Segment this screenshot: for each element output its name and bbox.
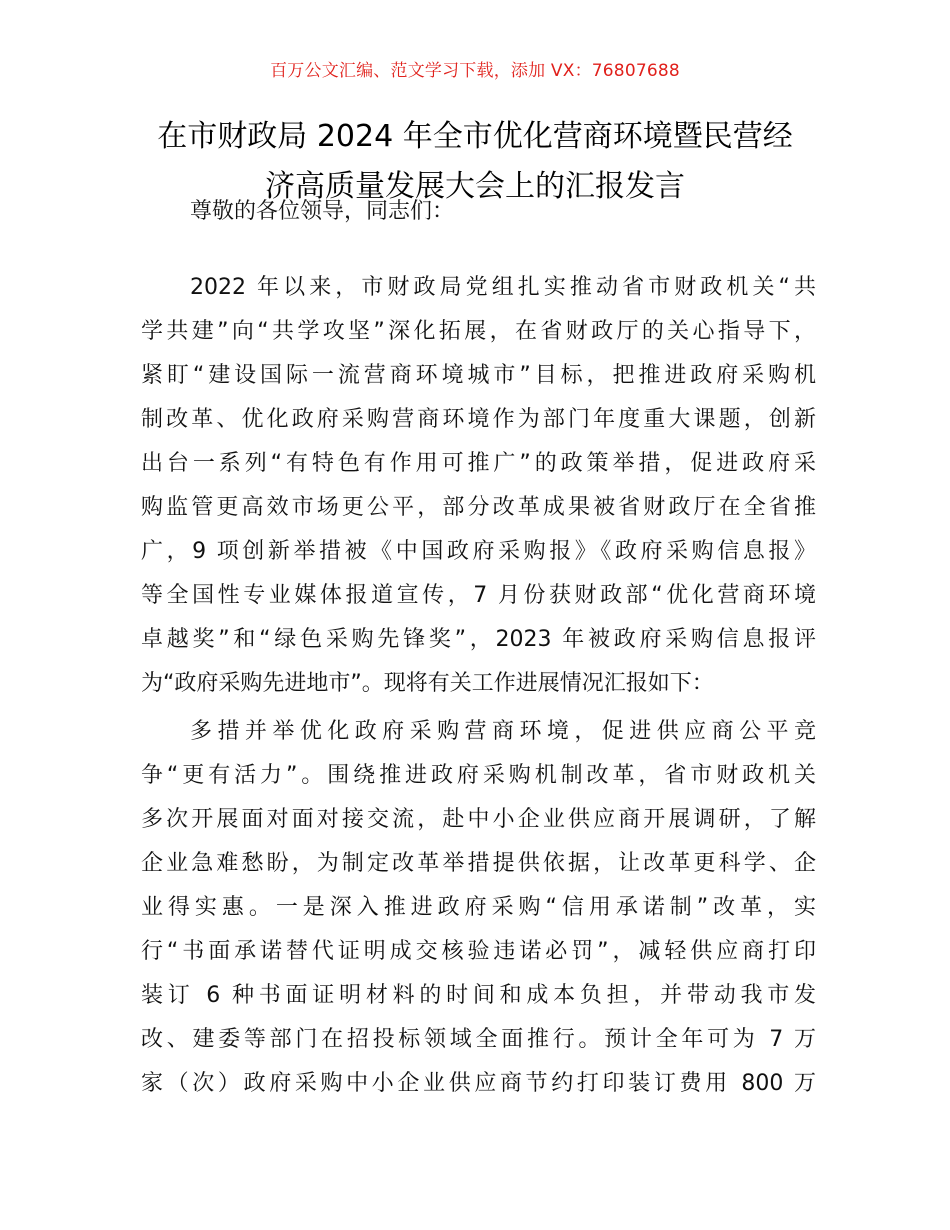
paragraph-line: 学共建”向“共学攻坚”深化拓展，在省财政厅的关心指导下， — [141, 319, 816, 344]
paragraph-line: 企业急难愁盼，为制定改革举措提供依据，让改革更科学、企 — [141, 851, 816, 876]
paragraph-line: 争“更有活力”。围绕推进政府采购机制改革，省市财政机关 — [141, 763, 816, 788]
paragraph-line: 业得实惠。一是深入推进政府采购“信用承诺制”改革，实 — [141, 895, 816, 920]
paragraph-line: 购监管更高效市场更公平，部分改革成果被省财政厅在全省推 — [141, 495, 816, 520]
header-banner: 百万公文汇编、范文学习下载，添加 VX：76807688 — [270, 61, 680, 81]
paragraph-line: 为“政府采购先进地市”。现将有关工作进展情况汇报如下： — [141, 671, 714, 696]
paragraph-line: 广，9 项创新举措被《中国政府采购报》《政府采购信息报》 — [141, 539, 816, 564]
paragraph-line: 行“书面承诺替代证明成交核验违诺必罚”，减轻供应商打印 — [141, 939, 816, 964]
title-line-1: 在市财政局 2024 年全市优化营商环境暨民营经 — [157, 119, 793, 154]
paragraph-line: 紧盯“建设国际一流营商环境城市”目标，把推进政府采购机 — [141, 363, 816, 388]
paragraph-line: 等全国性专业媒体报道宣传，7 月份获财政部“优化营商环境 — [141, 583, 816, 608]
paragraph-line: 装订 6 种书面证明材料的时间和成本负担，并带动我市发 — [141, 983, 816, 1008]
paragraph-1 — [141, 266, 816, 706]
paragraph-line: 多次开展面对面对接交流，赴中小企业供应商开展调研，了解 — [141, 807, 816, 832]
salutation: 尊敬的各位领导，同志们： — [190, 199, 455, 224]
paragraph-line: 2022 年以来，市财政局党组扎实推动省市财政机关“共 — [190, 275, 816, 300]
paragraph-2 — [141, 710, 816, 1106]
paragraph-line: 出台一系列“有特色有作用可推广”的政策举措，促进政府采 — [141, 451, 816, 476]
paragraph-line: 家（次）政府采购中小企业供应商节约打印装订费用 800 万 — [141, 1071, 816, 1096]
paragraph-line: 卓越奖”和“绿色采购先锋奖”，2023 年被政府采购信息报评 — [141, 627, 816, 652]
title-line-2: 济高质量发展大会上的汇报发言 — [265, 169, 685, 204]
paragraph-line: 制改革、优化政府采购营商环境作为部门年度重大课题，创新 — [141, 407, 816, 432]
paragraph-line: 改、建委等部门在招投标领域全面推行。预计全年可为 7 万 — [141, 1027, 816, 1052]
paragraph-line: 多措并举优化政府采购营商环境，促进供应商公平竞 — [190, 719, 816, 744]
